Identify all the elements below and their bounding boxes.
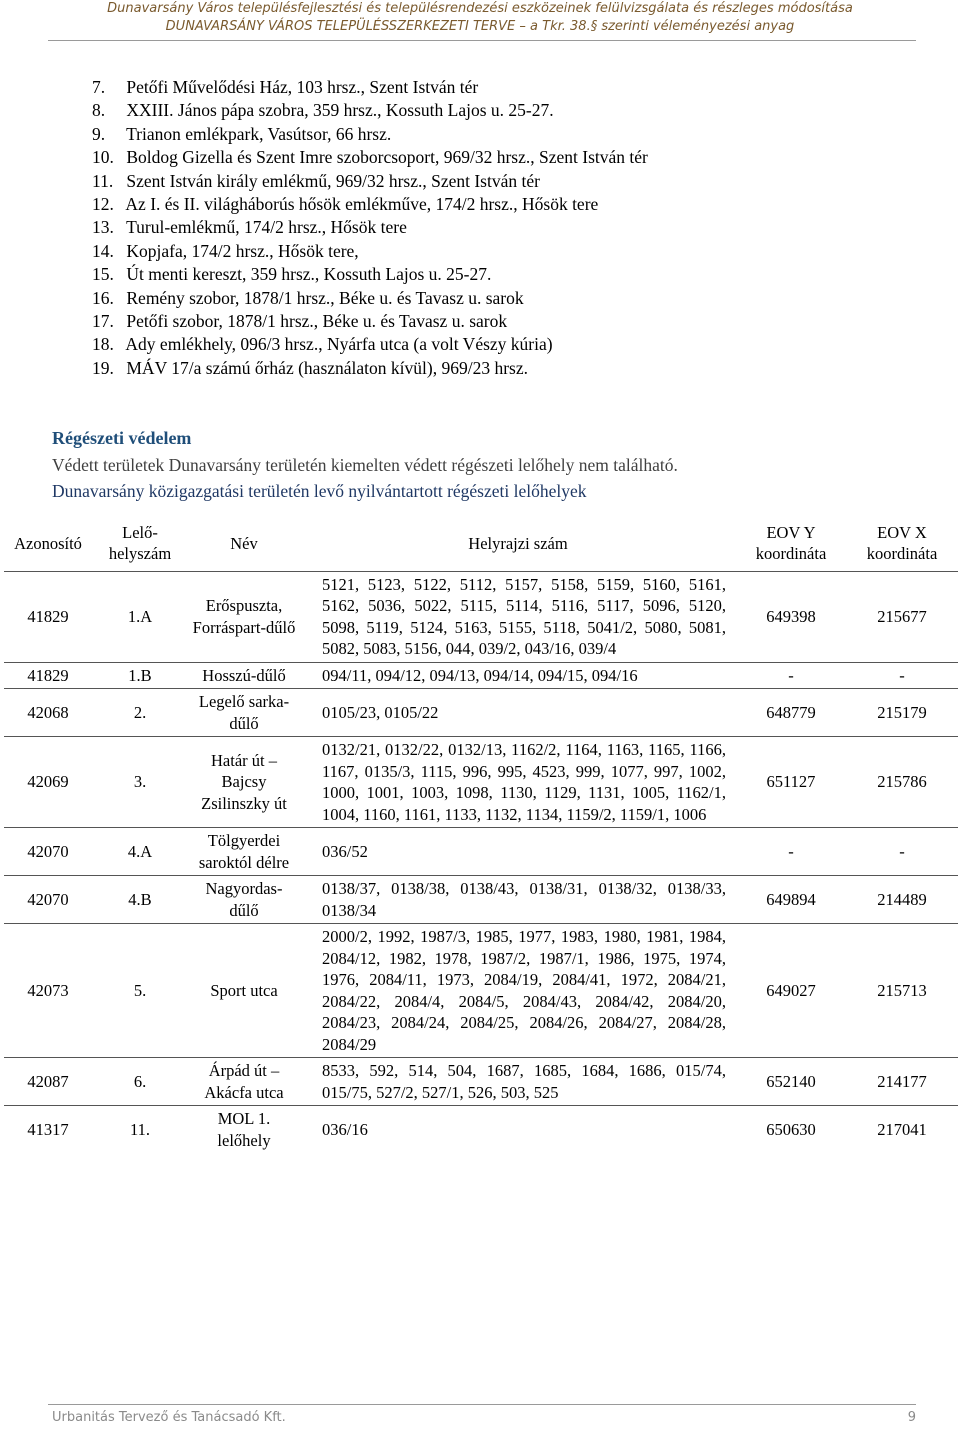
- table-row: [4, 1058, 958, 1106]
- page-header: [0, 0, 960, 42]
- cell-eov-y: 649398: [766, 606, 816, 626]
- cell-eov-y: 650630: [736, 1106, 846, 1154]
- table-row: [4, 689, 958, 737]
- cell-eov-y: 649027: [736, 924, 846, 1058]
- cell-parcels: 094/11, 094/12, 094/13, 094/14, 094/15, 094/16: [300, 662, 736, 689]
- list-item: [92, 310, 852, 333]
- list-number: 8.: [92, 100, 106, 121]
- list-item: [92, 263, 852, 286]
- list-number: 11.: [92, 170, 114, 191]
- cell-name: Legelő sarka-dűlő: [188, 689, 300, 737]
- cell-name: Erőspuszta, Forráspart-dűlő: [192, 596, 296, 637]
- list-number: 14.: [92, 240, 114, 261]
- cell-eov-y: 649894: [736, 876, 846, 924]
- list-number: 15.: [92, 264, 114, 285]
- list-number: 12.: [92, 193, 114, 214]
- table-caption: Dunavarsány közigazgatási területén levő nyilvántartott régészeti lelőhelyek: [52, 481, 587, 501]
- cell-name: Tölgyerdei saroktól délre: [188, 828, 300, 876]
- header-id: Azonosító: [4, 516, 92, 571]
- list-item: [92, 216, 852, 239]
- header-line-1: Dunavarsány Város településfejlesztési és településrendezési eszközeinek felülvizsgálata és részleges módosítása: [107, 1, 853, 16]
- cell-eov-x: 215786: [846, 737, 958, 828]
- list-number: 18.: [92, 334, 114, 355]
- list-item: [92, 170, 852, 193]
- list-text: Petőfi Művelődési Ház, 103 hrsz., Szent István tér: [126, 77, 479, 97]
- list-text: Ady emlékhely, 096/3 hrsz., Nyárfa utca (a volt Vészy kúria): [125, 334, 553, 355]
- list-text: MÁV 17/a számú őrház (használaton kívül), 969/23 hrsz.: [126, 357, 528, 378]
- cell-site: 6.: [92, 1058, 188, 1106]
- footer-divider: [48, 1404, 916, 1405]
- list-text: Petőfi szobor, 1878/1 hrsz., Béke u. és Tavasz u. sarok: [126, 310, 508, 331]
- cell-name: Árpád út – Akácfa utca: [188, 1058, 300, 1106]
- cell-parcels: 0105/23, 0105/22: [300, 689, 736, 737]
- cell-parcels: 2000/2, 1992, 1987/3, 1985, 1977, 1983, 1980, 1981, 1984, 2084/12, 1982, 1978, 1987/2, 1987/1, 1986, 1975, 1974, 1976, 2084/11, 1973, 2084/19, 2084/41, 1972, 2084/21, 2084/22, 2084/4, 2084/5, 2084/43, 2084/42, 2084/20, 2084/23, 2084/24, 2084/25, 2084/26, 2084/27, 2084/28, 2084/29: [300, 924, 736, 1058]
- table-row: [4, 737, 958, 828]
- list-item: [92, 333, 852, 356]
- list-text: Boldog Gizella és Szent Imre szoborcsoport, 969/32 hrsz., Szent István tér: [126, 147, 648, 168]
- cell-name: Határ út – Bajcsy Zsilinszky út: [188, 737, 300, 828]
- list-item: [92, 76, 852, 99]
- section-title: Régészeti védelem: [52, 428, 192, 448]
- page-number: 9: [907, 1410, 916, 1425]
- cell-parcels: 0138/37, 0138/38, 0138/43, 0138/31, 0138/32, 0138/33, 0138/34: [300, 876, 736, 924]
- cell-id: 41317: [4, 1106, 92, 1154]
- cell-name: MOL 1. lelőhely: [188, 1106, 300, 1154]
- header-parcel-numbers: Helyrajzi szám: [300, 516, 736, 571]
- cell-eov-x: 215713: [846, 924, 958, 1058]
- cell-site: 4.A: [92, 828, 188, 876]
- list-text: Az I. és II. világháborús hősök emlékműve, 174/2 hrsz., Hősök tere: [125, 193, 599, 214]
- cell-parcels: 0132/21, 0132/22, 0132/13, 1162/2, 1164, 1163, 1165, 1166, 1167, 0135/3, 1115, 996, 995, 4523, 999, 1077, 997, 1002, 1000, 1001, 1003, 1098, 1130, 1129, 1131, 1005, 1162/1, 1004, 1160, 1161, 1133, 1132, 1134, 1159/2, 1159/1, 1006: [300, 737, 736, 828]
- header-name: Név: [188, 516, 300, 571]
- cell-parcels: 036/16: [300, 1106, 736, 1154]
- cell-eov-x: -: [846, 662, 958, 689]
- list-number: 16.: [92, 287, 114, 308]
- list-number: 19.: [92, 357, 114, 378]
- cell-eov-y: 648779: [736, 689, 846, 737]
- list-item: [92, 123, 852, 146]
- list-number: 10.: [92, 147, 114, 168]
- cell-site: 4.B: [92, 876, 188, 924]
- cell-eov-x: 215677: [877, 606, 927, 626]
- list-number: 13.: [92, 217, 114, 238]
- cell-site: 3.: [92, 737, 188, 828]
- cell-id: 41829: [4, 662, 92, 689]
- list-number: 9.: [92, 123, 106, 144]
- table-row: [4, 571, 958, 662]
- cell-site: 11.: [92, 1106, 188, 1154]
- cell-parcels: 036/52: [300, 828, 736, 876]
- cell-eov-x: -: [846, 828, 958, 876]
- table-row: [4, 1106, 958, 1154]
- table-row: [4, 662, 958, 689]
- cell-eov-x: 217041: [846, 1106, 958, 1154]
- list-item: [92, 146, 852, 169]
- section-note: Védett területek Dunavarsány területén kiemelten védett régészeti lelőhely nem található.: [52, 455, 678, 475]
- list-number: 17.: [92, 310, 114, 331]
- table-row: [4, 924, 958, 1058]
- cell-name: Nagyordas-dűlő: [188, 876, 300, 924]
- footer-company: Urbanitás Tervező és Tanácsadó Kft.: [52, 1410, 286, 1425]
- header-line-2: DUNAVARSÁNY VÁROS TELEPÜLÉSSZERKEZETI TERVE – a Tkr. 38.§ szerinti véleményezési anyag: [165, 19, 795, 34]
- list-text: Trianon emlékpark, Vasútsor, 66 hrsz.: [126, 123, 392, 144]
- cell-id: 42068: [4, 689, 92, 737]
- list-text: Út menti kereszt, 359 hrsz., Kossuth Lajos u. 25-27.: [126, 264, 492, 285]
- list-text: Kopjafa, 174/2 hrsz., Hősök tere,: [126, 240, 359, 261]
- cell-eov-y: -: [736, 828, 846, 876]
- cell-eov-x: 215179: [846, 689, 958, 737]
- list-number: 7.: [92, 77, 106, 97]
- list-item: [92, 193, 852, 216]
- table-row: [4, 876, 958, 924]
- list-item: [92, 357, 852, 380]
- list-item: [92, 99, 852, 122]
- cell-eov-y: -: [736, 662, 846, 689]
- cell-parcels: 5121, 5123, 5122, 5112, 5157, 5158, 5159, 5160, 5161, 5162, 5036, 5022, 5115, 5114, 5116, 5117, 5096, 5120, 5098, 5119, 5124, 5163, 5155, 5118, 5041/2, 5080, 5081, 5082, 5083, 5156, 044, 039/2, 043/16, 039/4: [322, 574, 726, 658]
- cell-site: 5.: [92, 924, 188, 1058]
- cell-site: 2.: [92, 689, 188, 737]
- archaeological-sites-table: [4, 516, 958, 1153]
- list-text: XXIII. János pápa szobra, 359 hrsz., Kossuth Lajos u. 25-27.: [126, 100, 554, 121]
- list-text: Turul-emlékmű, 174/2 hrsz., Hősök tere: [126, 217, 407, 238]
- cell-name: Hosszú-dűlő: [188, 662, 300, 689]
- cell-eov-x: 214177: [846, 1058, 958, 1106]
- cell-id: 42073: [4, 924, 92, 1058]
- cell-site: 1.A: [127, 606, 153, 626]
- cell-eov-y: 651127: [736, 737, 846, 828]
- cell-eov-x: 214489: [846, 876, 958, 924]
- cell-id: 42087: [4, 1058, 92, 1106]
- header-eov-y: EOV Y koordináta: [736, 516, 846, 571]
- list-text: Remény szobor, 1878/1 hrsz., Béke u. és Tavasz u. sarok: [126, 287, 524, 308]
- cell-id: 42070: [4, 876, 92, 924]
- list-item: [92, 240, 852, 263]
- cell-id: 42070: [4, 828, 92, 876]
- cell-site: 1.B: [92, 662, 188, 689]
- list-text: Szent István király emlékmű, 969/32 hrsz., Szent István tér: [126, 170, 540, 191]
- monument-list: [92, 76, 852, 380]
- cell-id: 42069: [4, 737, 92, 828]
- header-eov-x: EOV X koordináta: [846, 516, 958, 571]
- cell-name: Sport utca: [188, 924, 300, 1058]
- cell-id: 41829: [27, 606, 69, 626]
- table-row: [4, 828, 958, 876]
- cell-eov-y: 652140: [736, 1058, 846, 1106]
- cell-parcels: 8533, 592, 514, 504, 1687, 1685, 1684, 1686, 015/74, 015/75, 527/2, 527/1, 526, 503, 525: [300, 1058, 736, 1106]
- header-divider: [48, 40, 916, 41]
- list-item: [92, 287, 852, 310]
- table-header-row: [4, 516, 958, 571]
- header-site-number: Lelő-helyszám: [92, 516, 188, 571]
